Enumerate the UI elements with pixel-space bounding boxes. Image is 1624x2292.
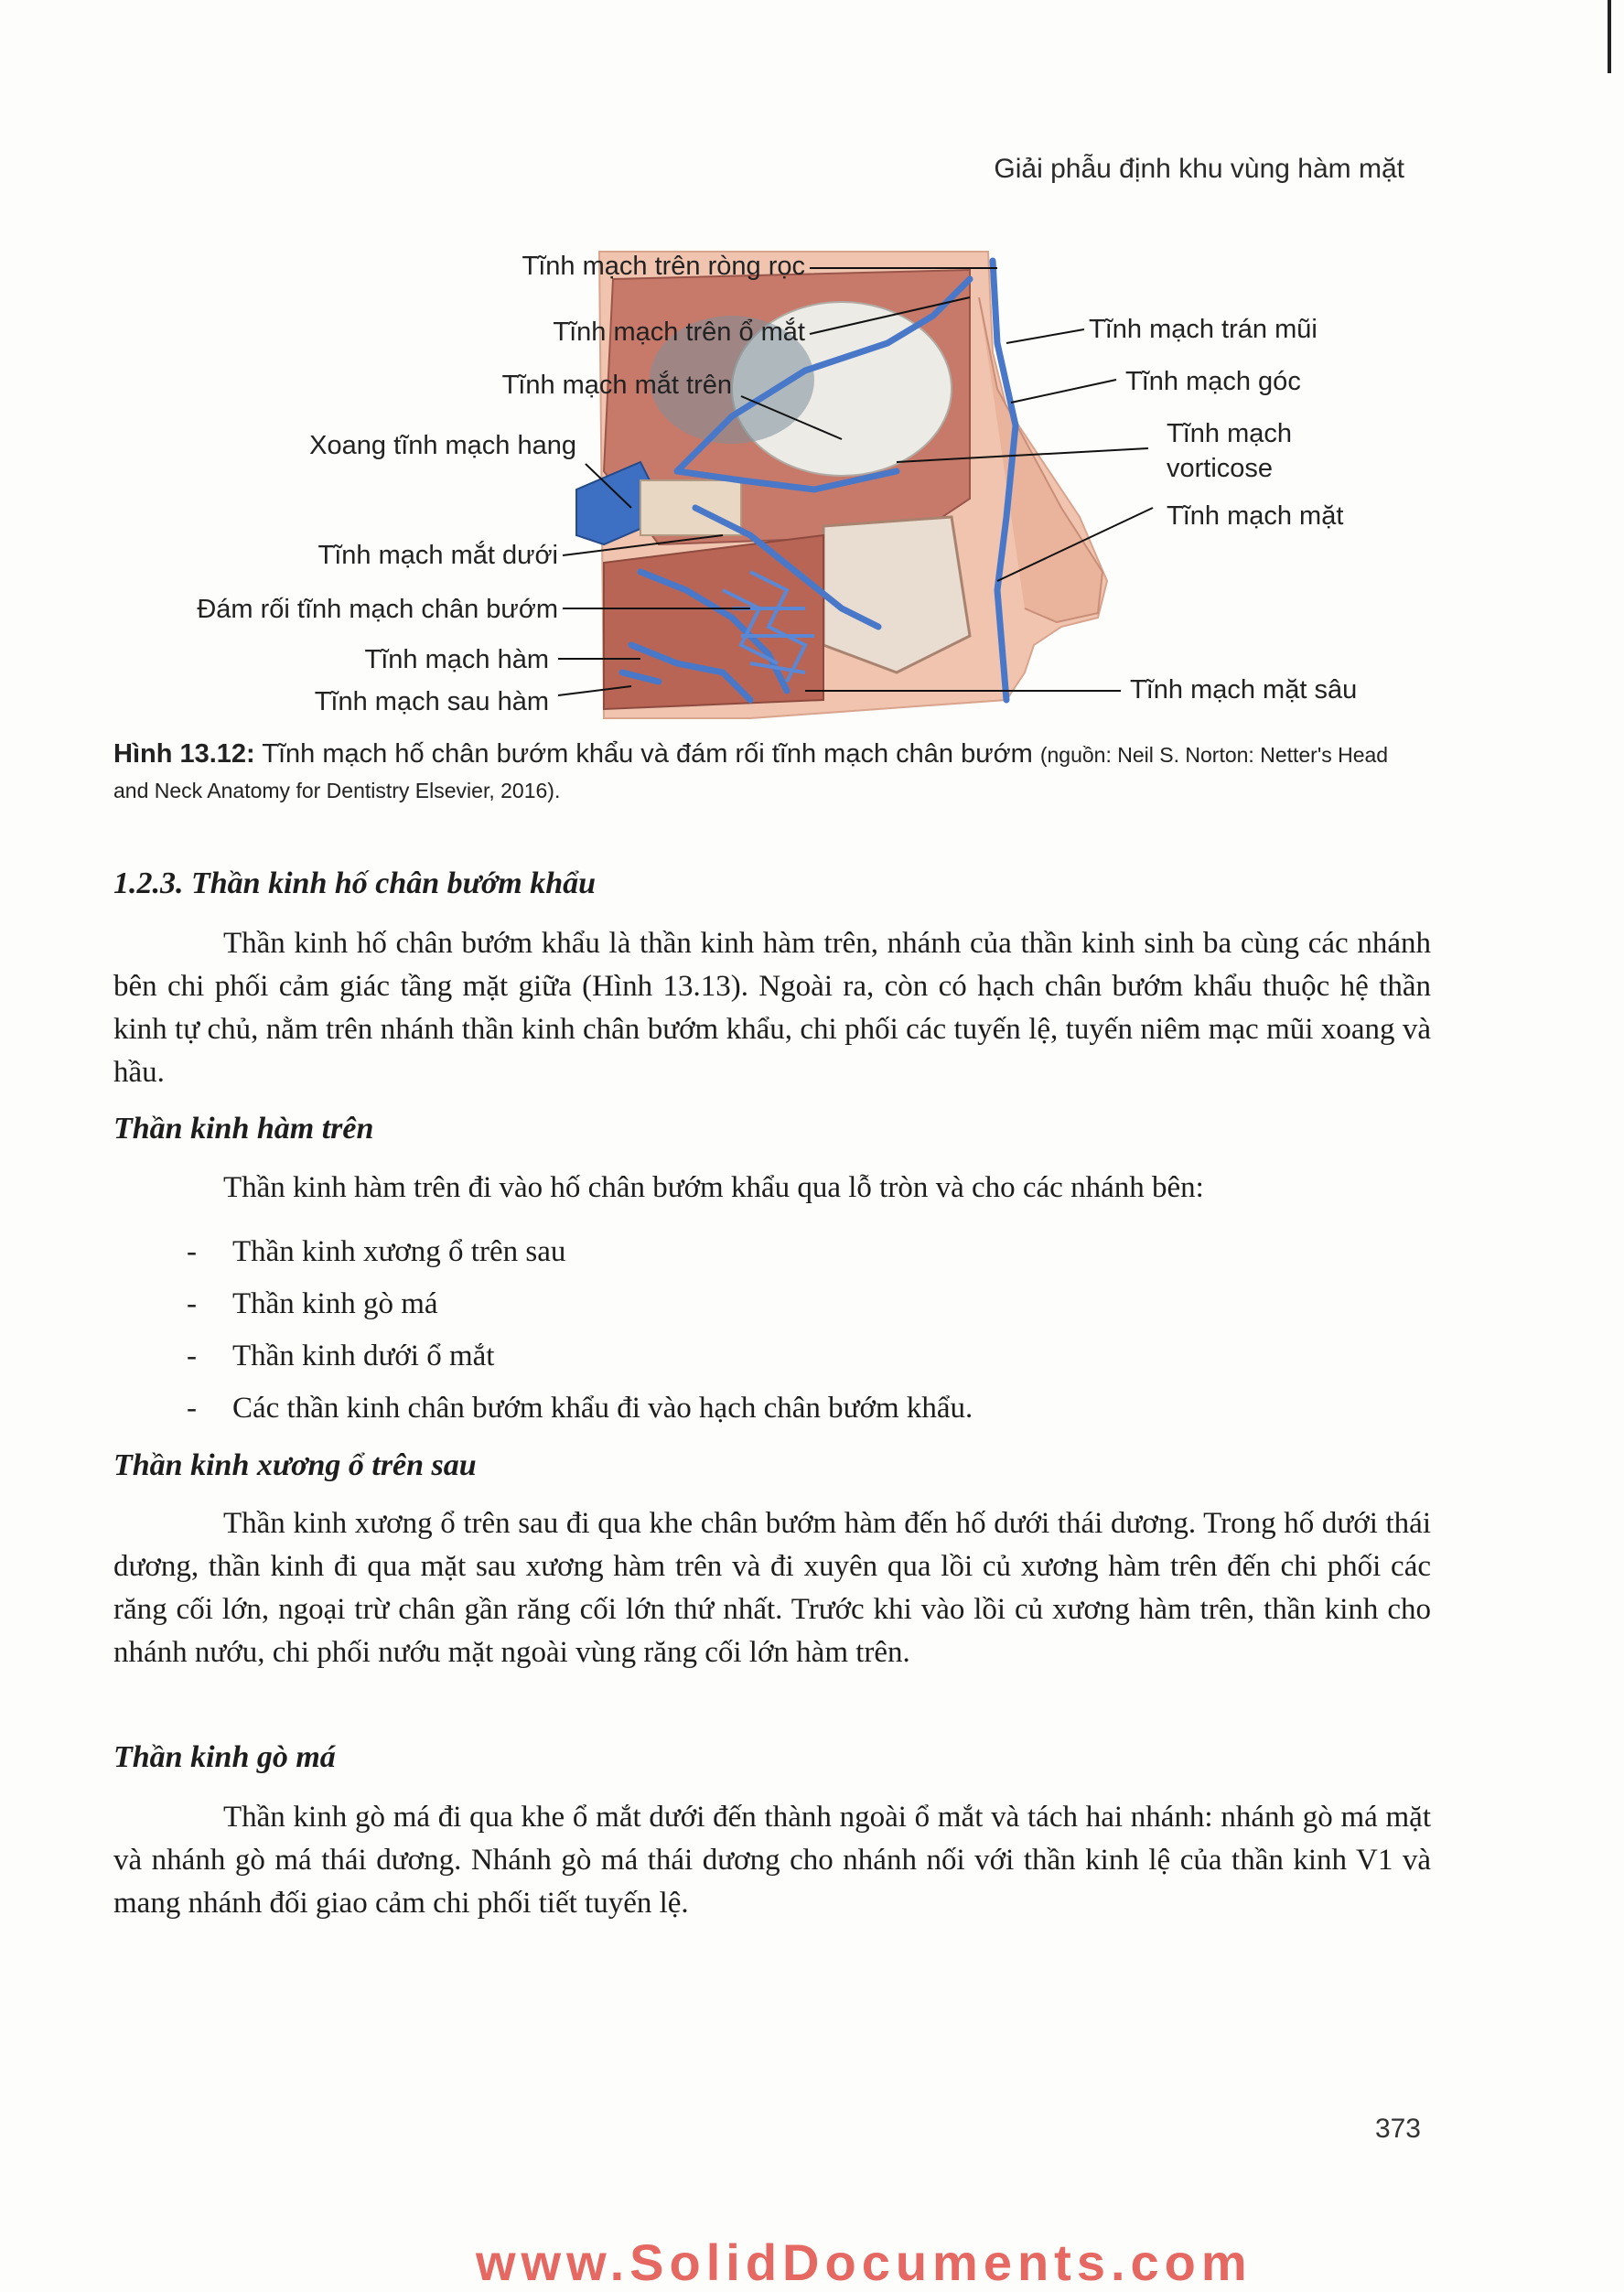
caption-source: (nguồn: Neil S. Norton: Netter's Head and Neck Anatomy for Dentistry Elsevier, 2016). bbox=[113, 743, 1389, 802]
list-item: - Thần kinh dưới ổ mắt bbox=[113, 1330, 1431, 1383]
pterygoid-region bbox=[604, 535, 823, 709]
list-item: - Các thần kinh chân bướm khẩu đi vào hạch chân bướm khẩu. bbox=[113, 1383, 1431, 1435]
label-deep-facial-vein: Tĩnh mạch mặt sâu bbox=[1130, 675, 1358, 705]
list-item: - Thần kinh xương ổ trên sau bbox=[113, 1226, 1431, 1278]
label-vorticose-vein-line1: Tĩnh mạch bbox=[1167, 419, 1292, 448]
label-supratrochlear-vein: Tĩnh mạch trên ròng rọc bbox=[522, 252, 805, 281]
running-head: Giải phẫu định khu vùng hàm mặt bbox=[994, 154, 1404, 184]
paragraph-maxillary-nerve: Thần kinh hàm trên đi vào hố chân bướm khẩu qua lỗ tròn và cho các nhánh bên: bbox=[223, 1171, 1204, 1204]
section-heading: 1.2.3. Thần kinh hố chân bướm khẩu bbox=[113, 866, 597, 900]
page-number: 373 bbox=[1374, 2114, 1421, 2144]
caption-text: Tĩnh mạch hố chân bướm khẩu và đám rối tĩnh mạch chân bướm bbox=[262, 739, 1033, 769]
label-vorticose-vein-line2: vorticose bbox=[1167, 454, 1274, 483]
label-angular-vein: Tĩnh mạch góc bbox=[1125, 367, 1301, 396]
caption-number: Hình 13.12: bbox=[113, 739, 255, 769]
label-pterygoid-plexus: Đám rối tĩnh mạch chân bướm bbox=[197, 595, 558, 624]
paragraph-zygomatic-nerve: Thần kinh gò má đi qua khe ổ mắt dưới đến thành ngoài ổ mắt và tách hai nhánh: nhánh gò má mặt và nhánh gò má thái dương. Nhánh gò má thái dương cho nhánh nối với thần kinh lệ của thần kinh V1 và mang nhánh đối giao cảm chi phối tiết tuyến lệ. bbox=[113, 1801, 1431, 1920]
label-retromandibular-vein: Tĩnh mạch sau hàm bbox=[314, 687, 549, 716]
anatomy-figure bbox=[91, 242, 1464, 737]
subheading-maxillary-nerve: Thần kinh hàm trên bbox=[113, 1112, 374, 1146]
cavernous-bone bbox=[640, 480, 741, 535]
branch-list bbox=[113, 1226, 1431, 1435]
label-superior-ophthalmic-vein: Tĩnh mạch mắt trên bbox=[501, 371, 732, 400]
label-nasofrontal-vein: Tĩnh mạch trán mũi bbox=[1089, 315, 1317, 344]
subheading-posterior-superior-alveolar: Thần kinh xương ổ trên sau bbox=[113, 1448, 477, 1482]
label-inferior-ophthalmic-vein: Tĩnh mạch mắt dưới bbox=[317, 541, 558, 570]
section-intro: Thần kinh hố chân bướm khẩu là thần kinh hàm trên, nhánh của thần kinh sinh ba cùng các nhánh bên chi phối cảm giác tầng mặt giữa (Hình 13.13). Ngoài ra, còn có hạch chân bướm khẩu thuộc hệ thần kinh tự chủ, nằm trên nhánh thần kinh chân bướm khẩu, chi phối các tuyến lệ, tuyến niêm mạc mũi xoang và hầu. bbox=[113, 927, 1431, 1089]
page-edge-mark bbox=[1608, 0, 1611, 73]
label-supraorbital-vein: Tĩnh mạch trên ổ mắt bbox=[553, 317, 805, 347]
subheading-zygomatic-nerve: Thần kinh gò má bbox=[113, 1740, 336, 1774]
watermark: www.SolidDocuments.com bbox=[476, 2233, 1253, 2291]
label-cavernous-sinus: Xoang tĩnh mạch hang bbox=[309, 431, 576, 460]
list-item: - Thần kinh gò má bbox=[113, 1278, 1431, 1330]
paragraph-posterior-superior-alveolar: Thần kinh xương ổ trên sau đi qua khe chân bướm hàm đến hố dưới thái dương. Trong hố dưới thái dương, thần kinh đi qua mặt sau xương hàm trên và đi xuyên qua lồi củ xương hàm trên đến chi phối các răng cối lớn, ngoại trừ chân gần răng cối lớn thứ nhất. Trước khi vào lồi củ xương hàm trên, thần kinh cho nhánh nướu, chi phối nướu mặt ngoài vùng răng cối lớn hàm trên. bbox=[113, 1507, 1431, 1669]
label-maxillary-vein: Tĩnh mạch hàm bbox=[364, 645, 549, 674]
figure-caption bbox=[113, 737, 1422, 808]
label-facial-vein: Tĩnh mạch mặt bbox=[1167, 501, 1344, 531]
